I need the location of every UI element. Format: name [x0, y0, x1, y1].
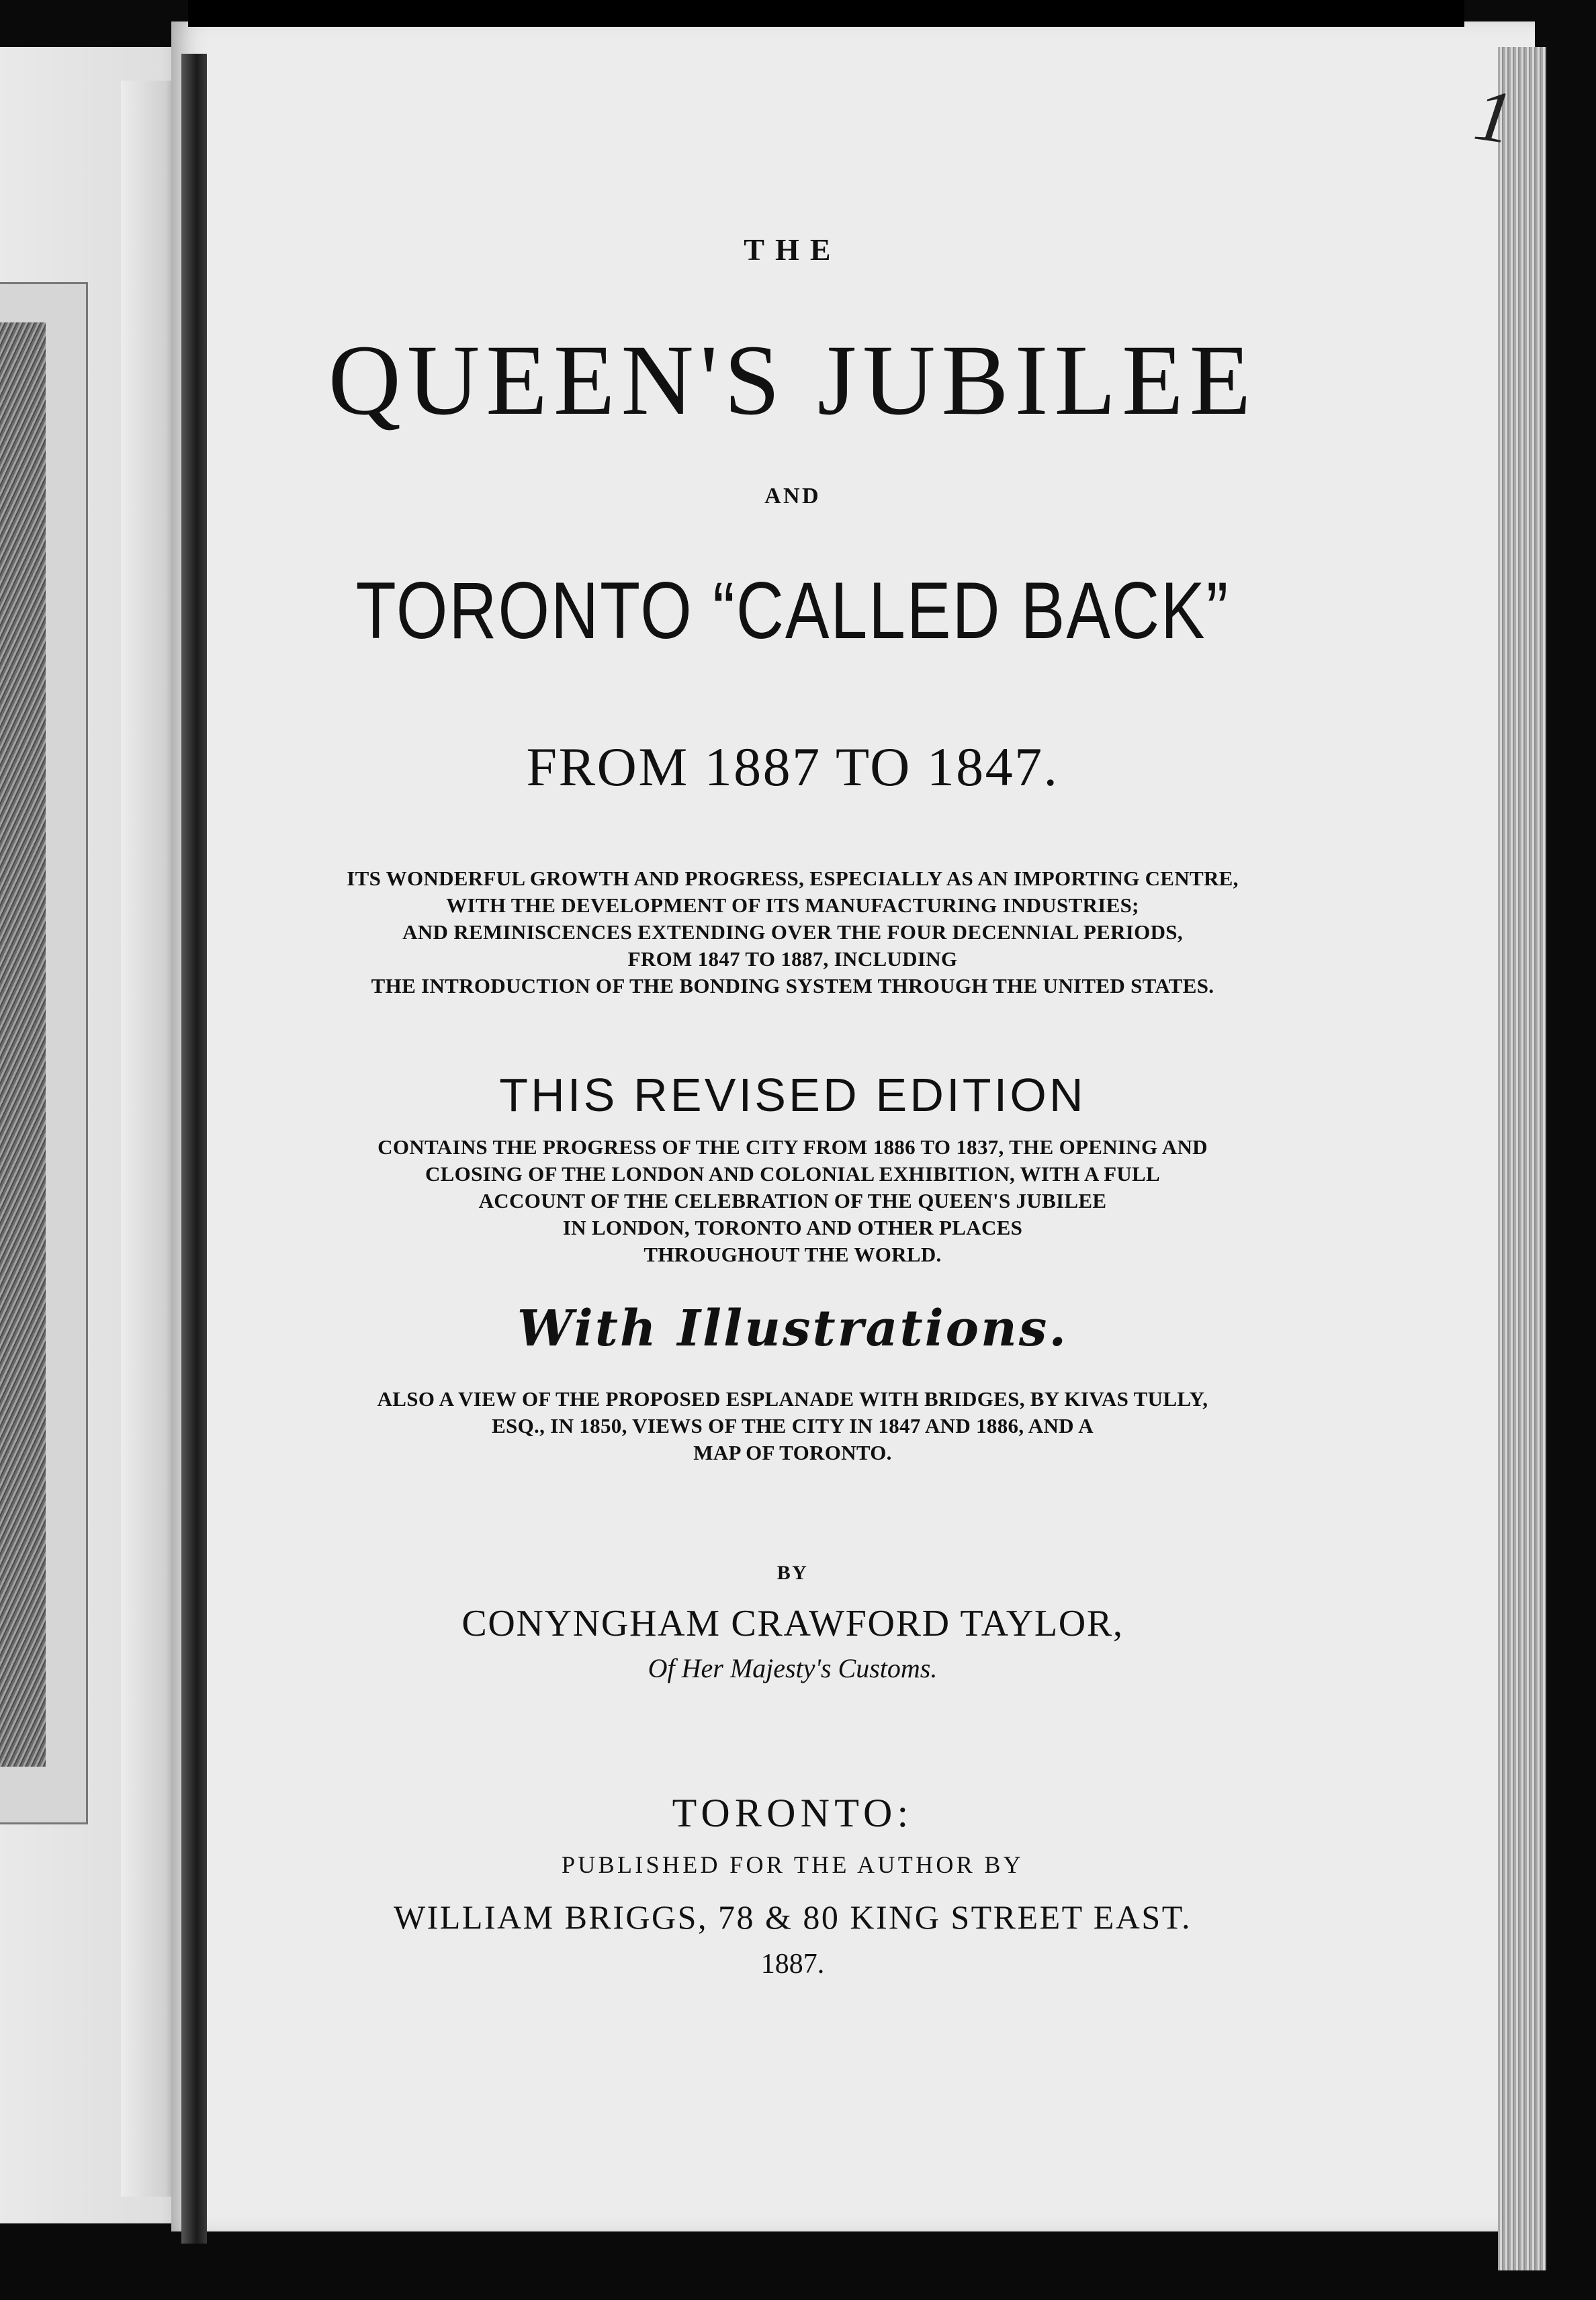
frontispiece-engraving — [0, 322, 46, 1767]
also-line: MAP OF TORONTO. — [693, 1441, 892, 1464]
description-line: WITH THE DEVELOPMENT OF ITS MANUFACTURING INDUSTRIES; — [446, 893, 1139, 917]
revised-text-line: CONTAINS THE PROGRESS OF THE CITY FROM 1886 TO 1837, THE OPENING AND — [378, 1135, 1208, 1159]
description-line: THE INTRODUCTION OF THE BONDING SYSTEM THROUGH THE UNITED STATES. — [371, 974, 1214, 998]
title-article: THE — [744, 232, 842, 267]
illustrations-note: With Illustrations. — [517, 1300, 1069, 1358]
revised-text-line: ACCOUNT OF THE CELEBRATION OF THE QUEEN'S JUBILEE — [478, 1189, 1107, 1212]
description-line: ITS WONDERFUL GROWTH AND PROGRESS, ESPECIALLY AS AN IMPORTING CENTRE, — [347, 867, 1239, 890]
also-line: ALSO A VIEW OF THE PROPOSED ESPLANADE WITH BRIDGES, BY KIVAS TULLY, — [377, 1387, 1208, 1411]
date-range: FROM 1887 TO 1847. — [526, 736, 1059, 797]
imprint-statement: PUBLISHED FOR THE AUTHOR BY — [561, 1851, 1024, 1878]
publisher: WILLIAM BRIGGS, 78 & 80 KING STREET EAST. — [393, 1898, 1192, 1936]
subtitle: TORONTO “CALLED BACK” — [355, 566, 1230, 656]
title-conjunction: AND — [764, 484, 821, 508]
page-edges — [1498, 47, 1546, 2270]
imprint-city: TORONTO: — [672, 1791, 914, 1835]
main-title: QUEEN'S JUBILEE — [328, 324, 1257, 436]
author-name: CONYNGHAM CRAWFORD TAYLOR, — [461, 1603, 1124, 1644]
description-line: FROM 1847 TO 1887, INCLUDING — [627, 947, 958, 971]
pencil-page-mark: 1 — [1469, 73, 1518, 160]
description-line: AND REMINISCENCES EXTENDING OVER THE FOUR DECENNIAL PERIODS, — [402, 920, 1183, 944]
publication-year: 1887. — [760, 1949, 825, 1980]
revised-text-line: IN LONDON, TORONTO AND OTHER PLACES — [562, 1216, 1023, 1239]
revised-text-line: THROUGHOUT THE WORLD. — [644, 1243, 942, 1266]
byline-label: BY — [777, 1562, 809, 1584]
author-affiliation: Of Her Majesty's Customs. — [648, 1653, 938, 1683]
revised-text-line: CLOSING OF THE LONDON AND COLONIAL EXHIBITION, WITH A FULL — [425, 1162, 1161, 1186]
revised-edition-heading: THIS REVISED EDITION — [499, 1069, 1086, 1121]
also-line: ESQ., IN 1850, VIEWS OF THE CITY IN 1847 AND 1886, AND A — [492, 1414, 1094, 1438]
scan-border — [188, 0, 1464, 27]
